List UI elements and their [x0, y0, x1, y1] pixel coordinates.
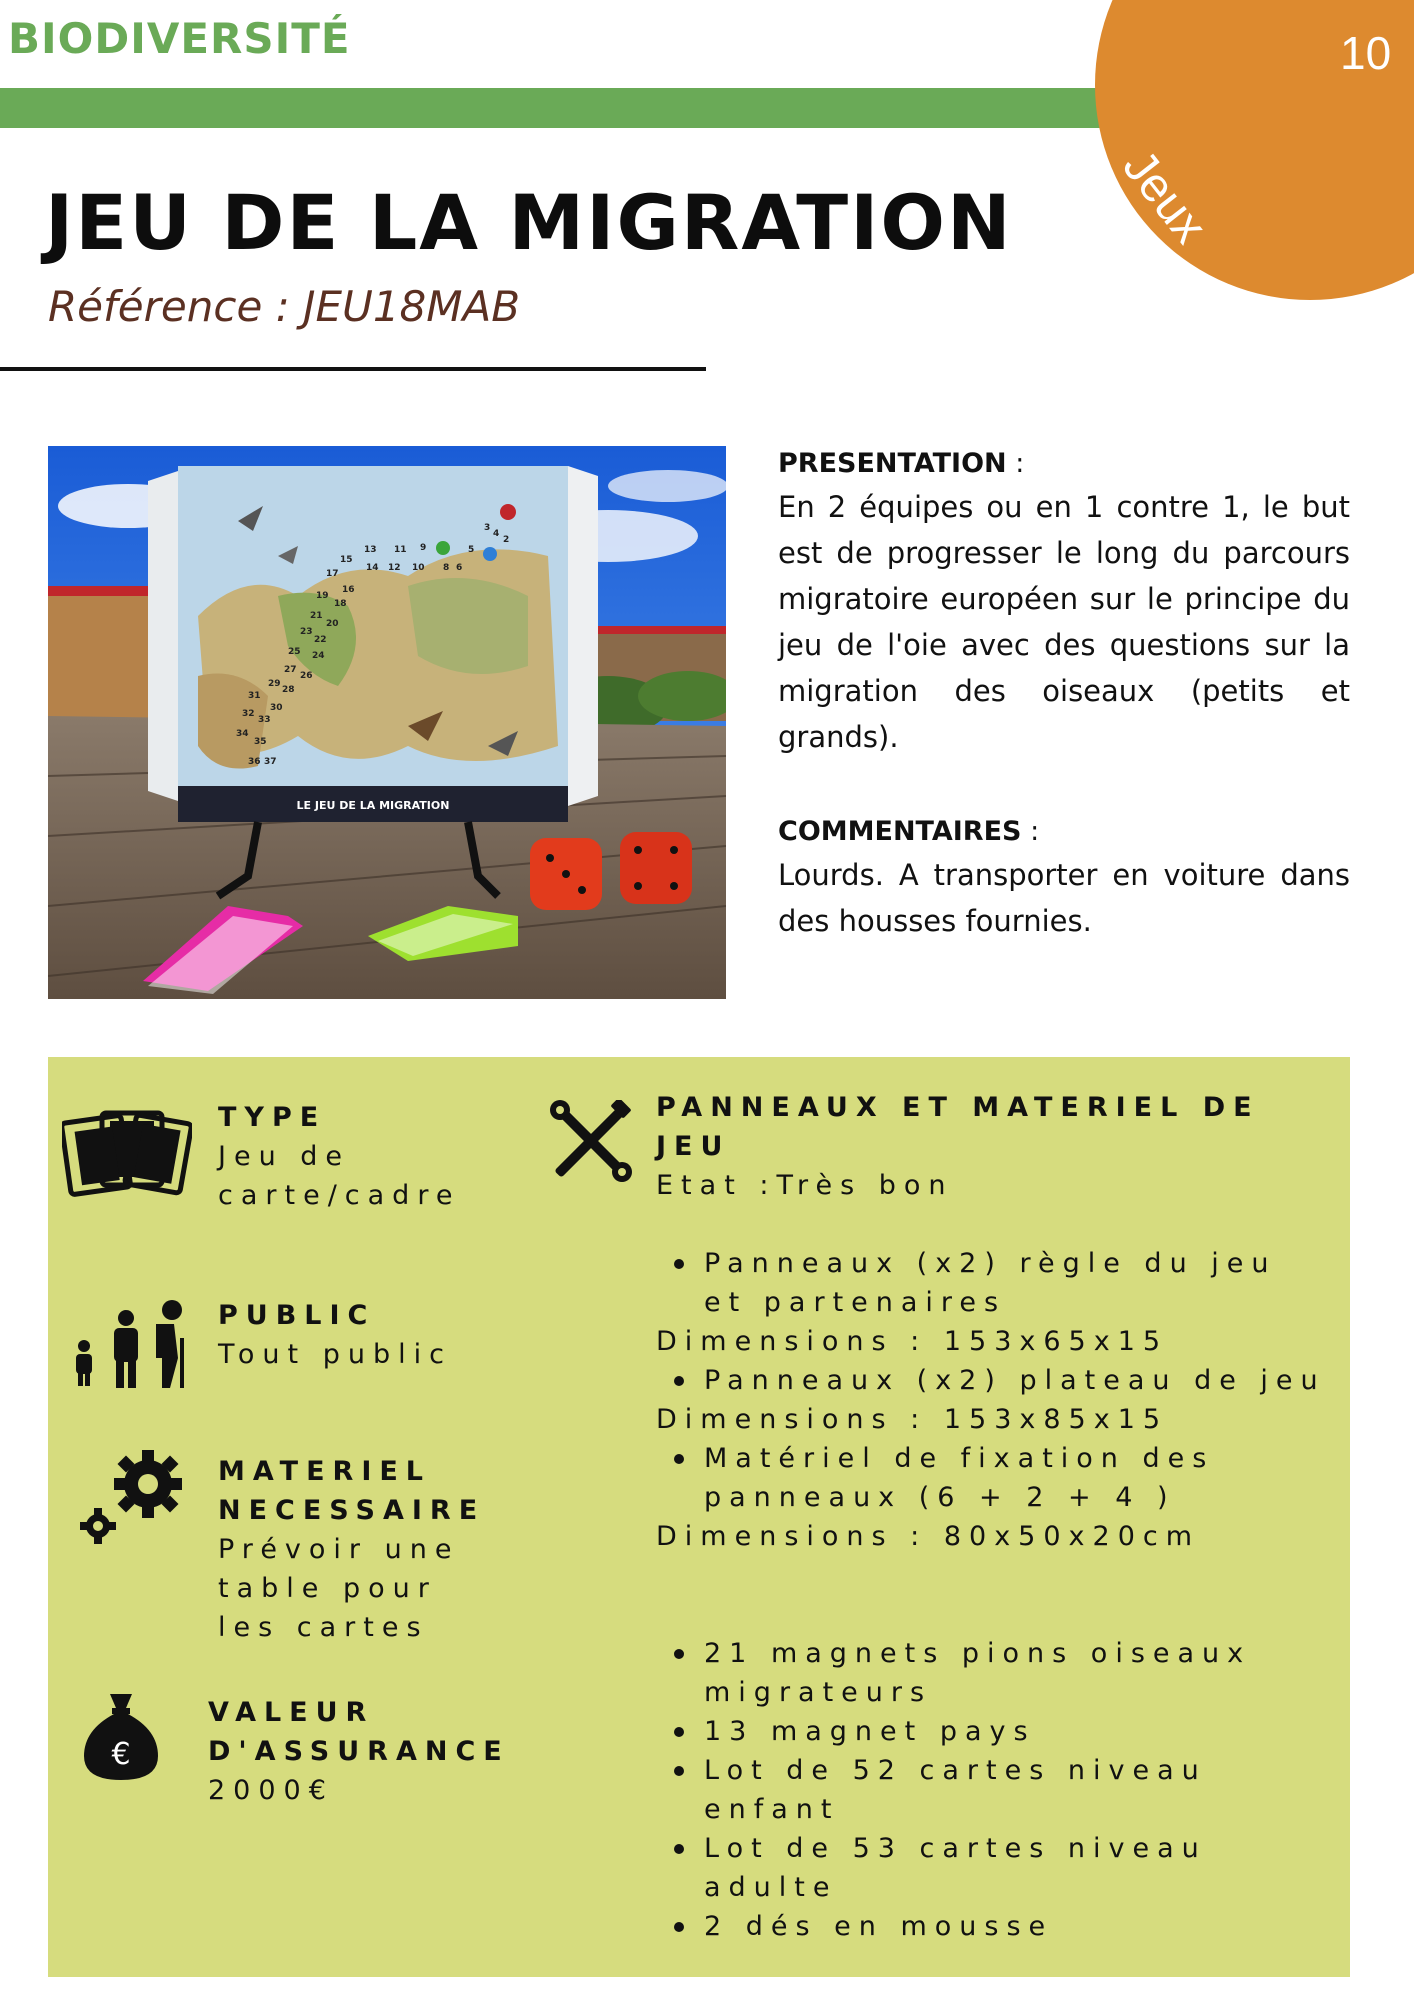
svg-text:17: 17 [326, 569, 339, 579]
category-title: BIODIVERSITÉ [8, 14, 351, 63]
svg-text:37: 37 [264, 757, 277, 767]
panneaux-item-2 [704, 1361, 1346, 1400]
svg-text:19: 19 [316, 591, 329, 601]
svg-text:31: 31 [248, 691, 261, 701]
svg-text:33: 33 [258, 715, 271, 725]
svg-text:€: € [111, 1737, 131, 1772]
tools-icon [550, 1100, 632, 1182]
svg-text:25: 25 [288, 647, 301, 657]
extra-item-3 [704, 1751, 1346, 1829]
valeur-label-line-2: D'ASSURANCE [208, 1736, 510, 1767]
extra-item-5-line-1: 2 dés en mousse [704, 1911, 1054, 1942]
svg-text:9: 9 [420, 543, 427, 553]
materiel-value-line-2: table pour [218, 1573, 437, 1604]
materiel-label-line-2: NECESSAIRE [218, 1495, 486, 1526]
svg-text:27: 27 [284, 665, 297, 675]
public-block [218, 1296, 538, 1374]
cards-icon [62, 1105, 192, 1197]
materiel-label-line-1: MATERIEL [218, 1456, 432, 1487]
svg-text:18: 18 [334, 599, 347, 609]
extra-item-4 [704, 1829, 1346, 1907]
family-icon [70, 1298, 190, 1390]
panneaux-item-1-line-2: et partenaires [704, 1287, 1007, 1318]
comments-text: Lourds. A transporter en voiture dans des housses fournies. [778, 858, 1350, 938]
extra-item-2 [704, 1712, 1346, 1751]
svg-text:20: 20 [326, 619, 339, 629]
title-underline [0, 367, 706, 371]
panneaux-etat: Etat :Très bon [656, 1170, 954, 1201]
materiel-value-line-1: Prévoir une [218, 1534, 460, 1565]
svg-text:24: 24 [312, 651, 325, 661]
panneaux-item-1-dimensions: Dimensions : 153x65x15 [656, 1326, 1169, 1357]
presentation-heading: PRESENTATION [778, 448, 1007, 479]
extra-item-4-line-2: adulte [704, 1872, 838, 1903]
svg-text:23: 23 [300, 627, 313, 637]
presentation-section [778, 444, 1350, 760]
reference: Référence : JEU18MAB [48, 282, 521, 331]
materiel-block [218, 1452, 538, 1647]
extra-item-2-line-1: 13 magnet pays [704, 1716, 1036, 1747]
panneaux-item-3-line-2: panneaux (6 + 2 + 4 ) [704, 1482, 1176, 1513]
svg-text:16: 16 [342, 585, 355, 595]
svg-text:8: 8 [443, 563, 450, 573]
gears-icon [78, 1448, 198, 1548]
extra-item-5 [704, 1907, 1346, 1946]
svg-text:6: 6 [456, 563, 463, 573]
panneaux-item-3-line-1: Matériel de fixation des [704, 1443, 1215, 1474]
panneaux-item-1 [704, 1244, 1346, 1322]
extra-item-3-line-1: Lot de 52 cartes niveau [704, 1755, 1207, 1786]
panneaux-item-1-line-1: Panneaux (x2) règle du jeu [704, 1248, 1277, 1279]
svg-text:21: 21 [310, 611, 323, 621]
photo-banner-text: LE JEU DE LA MIGRATION [296, 799, 450, 812]
svg-text:10: 10 [412, 563, 425, 573]
svg-text:13: 13 [364, 545, 377, 555]
extra-item-1-line-1: 21 magnets pions oiseaux [704, 1638, 1252, 1669]
presentation-separator: : [1006, 448, 1025, 479]
public-value: Tout public [218, 1339, 452, 1370]
type-value-line-2: carte/cadre [218, 1180, 461, 1211]
svg-text:12: 12 [388, 563, 401, 573]
svg-text:26: 26 [300, 671, 313, 681]
extra-item-4-line-1: Lot de 53 cartes niveau [704, 1833, 1207, 1864]
svg-text:15: 15 [340, 555, 353, 565]
panneaux-label-line-1: PANNEAUX ET MATERIEL DE [656, 1092, 1260, 1123]
valeur-value: 2000€ [208, 1775, 334, 1806]
panneaux-label-line-2: JEU [656, 1131, 731, 1162]
header-green-bar [0, 88, 1110, 128]
type-value-line-1: Jeu de [218, 1141, 351, 1172]
panneaux-block [656, 1088, 1346, 1946]
svg-text:30: 30 [270, 703, 283, 713]
type-label: TYPE [218, 1102, 327, 1133]
svg-text:4: 4 [493, 529, 500, 539]
svg-text:32: 32 [242, 709, 255, 719]
svg-text:5: 5 [468, 545, 475, 555]
extra-item-1-line-2: migrateurs [704, 1677, 933, 1708]
money-bag-icon [80, 1690, 162, 1782]
svg-text:28: 28 [282, 685, 295, 695]
panneaux-item-3 [704, 1439, 1346, 1517]
svg-text:29: 29 [268, 679, 281, 689]
panneaux-item-3-dimensions: Dimensions : 80x50x20cm [656, 1521, 1201, 1552]
comments-heading: COMMENTAIRES [778, 816, 1022, 847]
public-label: PUBLIC [218, 1300, 376, 1331]
product-photo [48, 446, 726, 999]
svg-text:22: 22 [314, 635, 327, 645]
comments-separator: : [1021, 816, 1040, 847]
svg-text:35: 35 [254, 737, 267, 747]
extra-item-3-line-2: enfant [704, 1794, 840, 1825]
panneaux-item-2-dimensions: Dimensions : 153x85x15 [656, 1404, 1169, 1435]
valeur-block [208, 1693, 528, 1810]
svg-text:2: 2 [503, 535, 510, 545]
extra-item-1 [704, 1634, 1346, 1712]
svg-text:14: 14 [366, 563, 379, 573]
presentation-text: En 2 équipes ou en 1 contre 1, le but est de progresser le long du parcours migratoire européen sur le principe du jeu de l'oie avec des questions sur la migration des oiseaux (petits et grands). [778, 490, 1350, 754]
valeur-label-line-1: VALEUR [208, 1697, 375, 1728]
page-title: JEU DE LA MIGRATION [45, 178, 1013, 267]
comments-section [778, 812, 1350, 944]
panneaux-item-2-line-1: Panneaux (x2) plateau de jeu [704, 1365, 1326, 1396]
page-number: 10 [1340, 27, 1392, 79]
section-label: Jeux [1112, 140, 1217, 254]
svg-text:11: 11 [394, 545, 407, 555]
type-block [218, 1098, 538, 1215]
svg-text:3: 3 [484, 523, 491, 533]
svg-text:36: 36 [248, 757, 261, 767]
svg-text:34: 34 [236, 729, 249, 739]
materiel-value-line-3: les cartes [218, 1612, 429, 1643]
